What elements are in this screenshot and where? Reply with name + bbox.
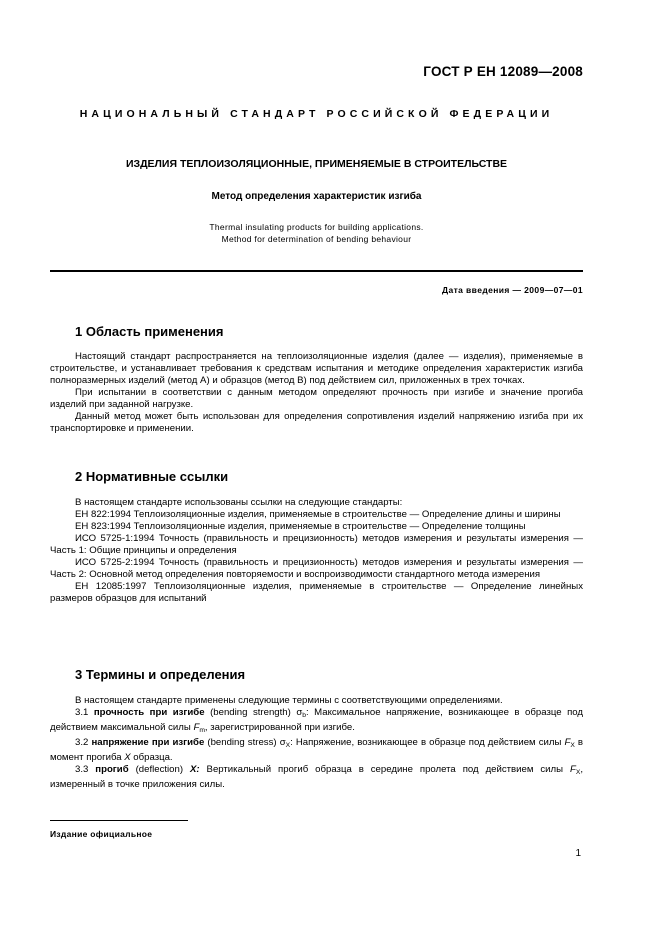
term-name: прогиб (95, 764, 129, 775)
section-1-heading: 1 Область применения (75, 324, 224, 339)
term-symbol: σ (279, 737, 286, 748)
force-symbol: F (193, 722, 200, 733)
paragraph: Данный метод может быть использован для определения сопротивления изделий напряжению изгиба при их транспортировке и применении. (50, 411, 583, 434)
term-english: (deflection) (135, 764, 184, 775)
term-english: (bending strength) (210, 707, 291, 718)
reference-item: ЕН 823:1994 Теплоизоляционные изделия, применяемые в строительстве — Определение толщины (75, 521, 526, 532)
standard-number: ГОСТ Р ЕН 12089—2008 (423, 64, 583, 79)
national-standard-banner: НАЦИОНАЛЬНЫЙ СТАНДАРТ РОССИЙСКОЙ ФЕДЕРАЦИИ (79, 108, 554, 120)
force-subscript: X (570, 742, 575, 749)
term-symbol-subscript: X (285, 742, 291, 749)
reference-item: ИСО 5725-1:1994 Точность (правильность и прецизионность) методов измерения и результаты измерения — Часть 1: Общие принципы и определения (50, 533, 583, 556)
term-symbol: X: (190, 764, 200, 775)
page-number: 1 (575, 848, 581, 859)
reference-item: ИСО 5725-2:1994 Точность (правильность и прецизионность) методов измерения и результаты измерения — Часть 2: Основной метод определения повторяемости и воспроизводимости стандартного метода измерения (50, 557, 583, 580)
english-title-line-2: Method for determination of bending behaviour (221, 234, 412, 244)
term-definition-text: Вертикальный прогиб образца в середине пролета под действием силы (199, 764, 564, 775)
term-symbol: σ (296, 707, 303, 718)
term-number: 3.2 (75, 737, 89, 748)
term-symbol-subscript: b (302, 712, 306, 719)
section-1-body (50, 351, 583, 435)
force-subscript: m (199, 727, 205, 734)
deflection-symbol: X (124, 752, 131, 763)
term-definition-text: образца. (130, 752, 173, 763)
reference-item: ЕН 12085:1997 Теплоизоляционные изделия, применяемые в строительстве — Определение линейных размеров образцов для испытаний (50, 581, 583, 604)
official-edition-label: Издание официальное (50, 829, 153, 839)
section-2-body (50, 497, 583, 605)
term-english: (bending stress) (207, 737, 277, 748)
footer-divider (50, 820, 188, 821)
english-title-line-1: Thermal insulating products for building applications. (209, 222, 424, 232)
term-definition (50, 707, 583, 737)
term-name: прочность при изгибе (93, 707, 205, 718)
paragraph: Настоящий стандарт распространяется на теплоизоляционные изделия (далее — изделия), применяемые в строительстве, и устанавливает требования к средствам испытания и методике определения характеристик изгиба полноразмерных изделий (метод А) и образцов (метод В) под действием сил, приложенных в трех точках. (50, 351, 583, 386)
title-divider (50, 270, 583, 272)
section-3-heading: 3 Термины и определения (75, 667, 246, 682)
introduction-date: Дата введения — 2009—07—01 (442, 285, 583, 295)
force-symbol: F (570, 764, 576, 775)
term-definition-text: : Напряжение, возникающее в образце под действием силы (290, 737, 562, 748)
section-3-body (50, 695, 583, 791)
english-title (50, 221, 583, 245)
term-name: напряжение при изгибе (91, 737, 205, 748)
paragraph: При испытании в соответствии с данным методом определяют прочность при изгибе и значение прогиба изделий при заданной нагрузке. (50, 387, 583, 410)
paragraph: В настоящем стандарте применены следующие термины с соответствующими определениями. (75, 695, 503, 706)
term-definition-text: : Максимальное напряжение, возникающее в образце под действием максимальной силы (50, 707, 583, 733)
term-definition-text: , измеренный в точке приложения силы. (50, 764, 584, 790)
term-definition (50, 737, 583, 764)
term-definition-text: в момент прогиба (50, 737, 583, 763)
term-definition-text: , зарегистрированной при изгибе. (204, 722, 355, 733)
document-subtitle: Метод определения характеристик изгиба (211, 191, 422, 202)
document-title: ИЗДЕЛИЯ ТЕПЛОИЗОЛЯЦИОННЫЕ, ПРИМЕНЯЕМЫЕ В СТРОИТЕЛЬСТВЕ (125, 158, 508, 170)
paragraph: В настоящем стандарте использованы ссылки на следующие стандарты: (75, 497, 403, 508)
section-2-heading: 2 Нормативные ссылки (75, 469, 229, 484)
reference-item: ЕН 822:1994 Теплоизоляционные изделия, применяемые в строительстве — Определение длины и ширины (75, 509, 561, 520)
force-symbol: F (564, 737, 571, 748)
term-definition (50, 764, 583, 791)
term-number: 3.1 (75, 707, 89, 718)
term-number: 3.3 (75, 764, 89, 775)
force-subscript: X (575, 769, 581, 776)
